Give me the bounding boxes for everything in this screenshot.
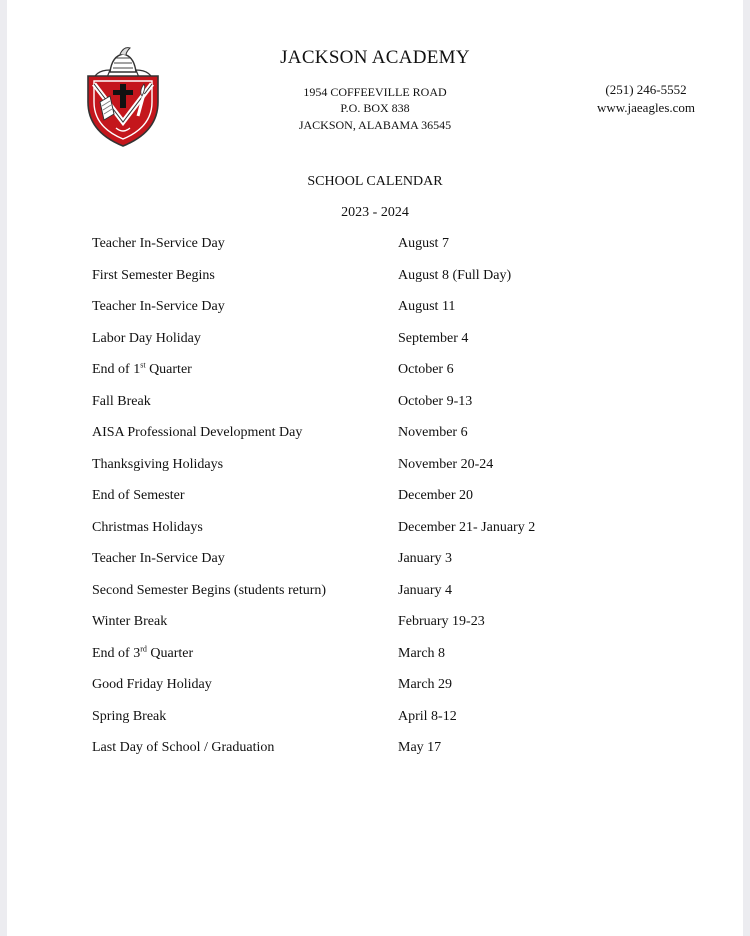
event-date: September 4	[398, 330, 469, 346]
event-name: Winter Break	[92, 614, 168, 629]
event-name: Last Day of School / Graduation	[92, 740, 275, 755]
calendar-year: 2023 - 2024	[341, 205, 409, 220]
calendar-row	[92, 236, 712, 268]
calendar-row	[92, 268, 712, 300]
website-link[interactable]: www.jaeagles.com	[596, 100, 696, 115]
address-po-box: P.O. BOX 838	[340, 101, 410, 115]
event-date: November 20-24	[398, 456, 494, 472]
address-street: 1954 COFFEEVILLE ROAD	[303, 85, 447, 99]
event-date: February 19-23	[398, 614, 485, 629]
calendar-title: SCHOOL CALENDAR	[307, 174, 443, 189]
calendar-row	[92, 362, 712, 394]
calendar-page	[7, 0, 743, 936]
event-date: October 9-13	[398, 393, 473, 409]
event-date: November 6	[398, 425, 468, 440]
event-name: End of 3rd Quarter	[92, 643, 194, 661]
calendar-row	[92, 488, 712, 520]
event-date: March 29	[398, 677, 453, 692]
calendar-row	[92, 520, 712, 552]
event-date: May 17	[398, 740, 442, 755]
event-date: December 21- January 2	[398, 519, 536, 535]
event-name: Teacher In-Service Day	[92, 299, 225, 314]
event-date: October 6	[398, 362, 454, 377]
event-name: Spring Break	[92, 708, 167, 724]
address-city: JACKSON, ALABAMA 36545	[298, 118, 452, 132]
calendar-row	[92, 551, 712, 583]
event-name: Teacher In-Service Day	[92, 551, 225, 566]
school-name: JACKSON ACADEMY	[280, 47, 470, 68]
event-name: Thanksgiving Holidays	[92, 456, 224, 472]
calendar-row	[92, 299, 712, 331]
event-name: Good Friday Holiday	[92, 677, 212, 692]
event-name: First Semester Begins	[92, 267, 215, 283]
event-name: End of 1st Quarter	[92, 360, 192, 377]
calendar-row	[92, 425, 712, 457]
event-date: March 8	[398, 645, 446, 661]
event-name: Second Semester Begins (students return)	[92, 582, 327, 598]
event-date: January 4	[398, 582, 453, 598]
calendar-row	[92, 331, 712, 363]
calendar-row	[92, 394, 712, 426]
event-name: AISA Professional Development Day	[92, 425, 303, 440]
calendar-row	[92, 709, 712, 741]
event-name: Christmas Holidays	[92, 519, 203, 535]
event-date: January 3	[398, 551, 453, 566]
calendar-row	[92, 457, 712, 489]
event-name: Teacher In-Service Day	[92, 236, 225, 251]
calendar-list	[92, 236, 712, 772]
event-date: August 7	[398, 236, 449, 251]
event-date: August 8 (Full Day)	[398, 267, 512, 283]
calendar-row	[92, 740, 712, 772]
calendar-row	[92, 583, 712, 615]
event-name: Labor Day Holiday	[92, 330, 201, 346]
event-date: August 11	[398, 299, 456, 314]
phone-number: (251) 246-5552	[605, 82, 687, 97]
calendar-row	[92, 677, 712, 709]
event-date: December 20	[398, 488, 474, 503]
event-name: Fall Break	[92, 393, 151, 409]
event-date: April 8-12	[398, 708, 457, 724]
calendar-row	[92, 643, 712, 678]
event-name: End of Semester	[92, 488, 185, 503]
calendar-row	[92, 614, 712, 646]
